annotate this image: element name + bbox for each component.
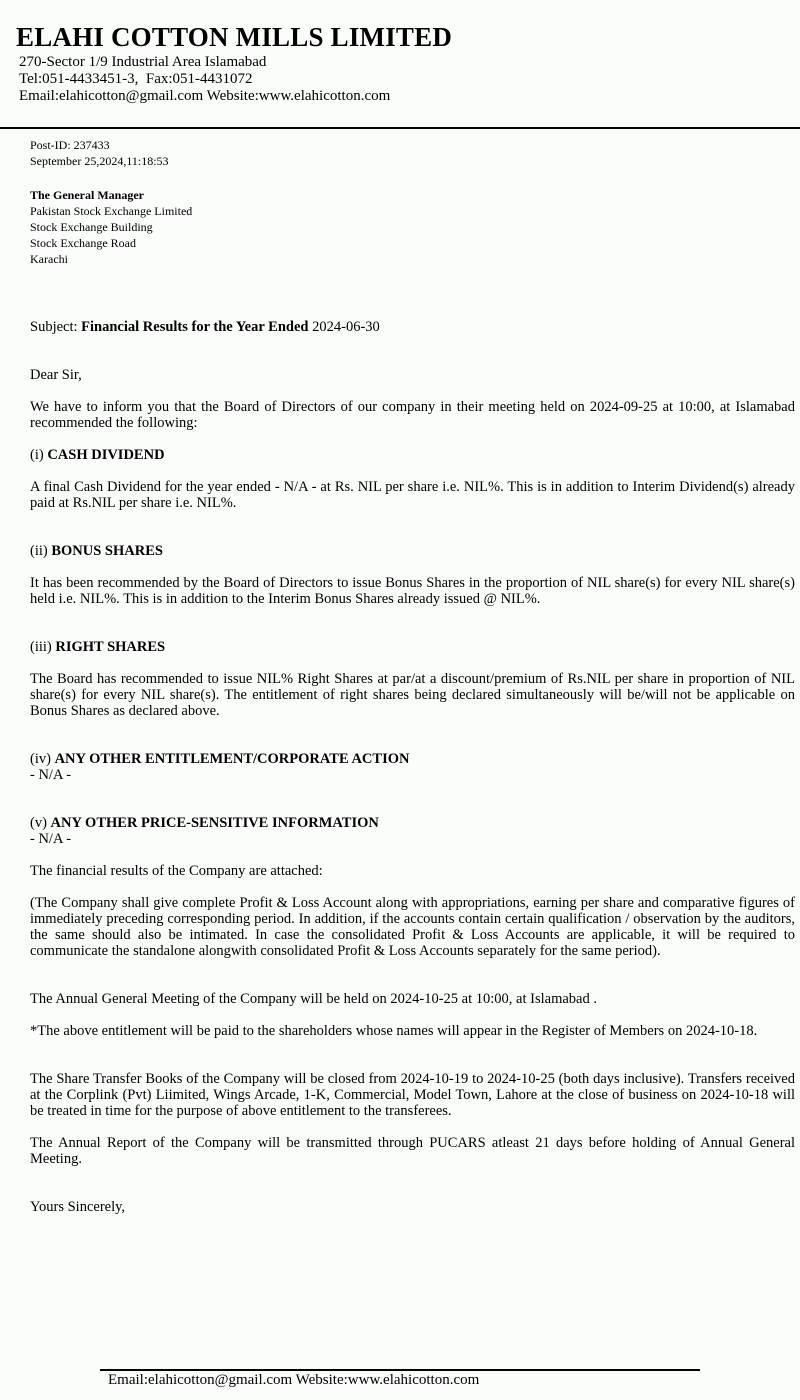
- salutation: Dear Sir,: [30, 367, 82, 383]
- section-number: (iii): [30, 639, 52, 655]
- paragraph-entitlement: *The above entitlement will be paid to the shareholders whose names will appear in the Register of Members on 2024-10-18.: [30, 1023, 758, 1039]
- footer-divider: [100, 1369, 700, 1371]
- section-heading-cash-dividend: [30, 447, 795, 463]
- footer-contact: Email:elahicotton@gmail.com Website:www.elahicotton.com: [108, 1372, 480, 1388]
- section-body-bonus-shares: It has been recommended by the Board of Directors to issue Bonus Shares in the proportion of NIL share(s) for every NIL share(s) held i.e. NIL%. This is in addition to the Interim Bonus Shares already issued @ NIL%.: [30, 575, 795, 607]
- header-divider: [0, 127, 800, 129]
- section-title: ANY OTHER PRICE-SENSITIVE INFORMATION: [50, 815, 379, 831]
- addressee-title: The General Manager: [30, 188, 144, 202]
- section-heading-price-sensitive: [30, 815, 795, 831]
- addressee-block: [30, 187, 192, 267]
- post-id: Post-ID: 237433: [30, 138, 110, 152]
- section-title: ANY OTHER ENTITLEMENT/CORPORATE ACTION: [54, 751, 410, 767]
- subject-title: Financial Results for the Year Ended: [81, 319, 309, 335]
- section-body-cash-dividend: A final Cash Dividend for the year ended - N/A - at Rs. NIL per share i.e. NIL%. This is in addition to Interim Dividend(s) already paid at Rs.NIL per share i.e. NIL%.: [30, 479, 795, 511]
- section-heading-right-shares: [30, 639, 795, 655]
- section-body-right-shares: The Board has recommended to issue NIL% Right Shares at par/at a discount/premium of Rs.NIL per share in proportion of NIL share(s) for every NIL share(s). The entitlement of right shares being declared simultaneously will be/will not be applicable on Bonus Shares as declared above.: [30, 671, 795, 719]
- company-contact: Email:elahicotton@gmail.com Website:www.elahicotton.com: [19, 88, 391, 104]
- section-body-price-sensitive: - N/A -: [30, 831, 72, 847]
- subject-line: [30, 319, 795, 335]
- company-phone: Tel:051-4433451-3, Fax:051-4431072: [19, 71, 253, 87]
- subject-label: Subject:: [30, 319, 78, 335]
- section-heading-bonus-shares: [30, 543, 795, 559]
- addressee-line: Karachi: [30, 252, 68, 266]
- closing: Yours Sincerely,: [30, 1199, 126, 1215]
- paragraph-agm: The Annual General Meeting of the Company will be held on 2024-10-25 at 10:00, at Islamabad .: [30, 991, 597, 1007]
- paragraph-annual-report: The Annual Report of the Company will be transmitted through PUCARS atleast 21 days before holding of Annual General Meeting.: [30, 1135, 795, 1167]
- section-body-other-entitlement: - N/A -: [30, 767, 72, 783]
- section-title: BONUS SHARES: [51, 543, 163, 559]
- section-heading-other-entitlement: [30, 751, 795, 767]
- paragraph-results-attached: The financial results of the Company are attached:: [30, 863, 323, 879]
- paragraph-share-transfer: The Share Transfer Books of the Company will be closed from 2024-10-19 to 2024-10-25 (both days inclusive). Transfers received at the Corplink (Pvt) Liimited, Wings Arcade, 1-K, Commercial, Model Town, Lahore at the close of business on 2024-10-18 will be treated in time for the purpose of above entitlement to the transferees.: [30, 1071, 795, 1119]
- section-number: (ii): [30, 543, 48, 559]
- section-title: CASH DIVIDEND: [47, 447, 165, 463]
- post-datetime: September 25,2024,11:18:53: [30, 154, 169, 168]
- addressee-line: Pakistan Stock Exchange Limited: [30, 204, 193, 218]
- addressee-line: Stock Exchange Road: [30, 236, 136, 250]
- company-name: ELAHI COTTON MILLS LIMITED: [16, 22, 453, 52]
- paragraph-pl-note: (The Company shall give complete Profit & Loss Account along with appropriations, earning per share and comparative figures of immediately preceding corresponding period. In addition, if the accounts contain certain qualification / observation by the auditors, the same should also be intimated. In case the consolidated Profit & Loss Accounts are applicable, it will be required to communicate the standalone alongwith consolidated Profit & Loss Accounts separately for the same period).: [30, 895, 795, 959]
- addressee-line: Stock Exchange Building: [30, 220, 153, 234]
- company-address: 270-Sector 1/9 Industrial Area Islamabad: [19, 54, 267, 70]
- subject-date: 2024-06-30: [312, 319, 380, 335]
- section-number: (i): [30, 447, 44, 463]
- section-number: (iv): [30, 751, 51, 767]
- section-number: (v): [30, 815, 47, 831]
- section-title: RIGHT SHARES: [55, 639, 166, 655]
- intro-paragraph: We have to inform you that the Board of Directors of our company in their meeting held on 2024-09-25 at 10:00, at Islamabad recommended the following:: [30, 399, 795, 431]
